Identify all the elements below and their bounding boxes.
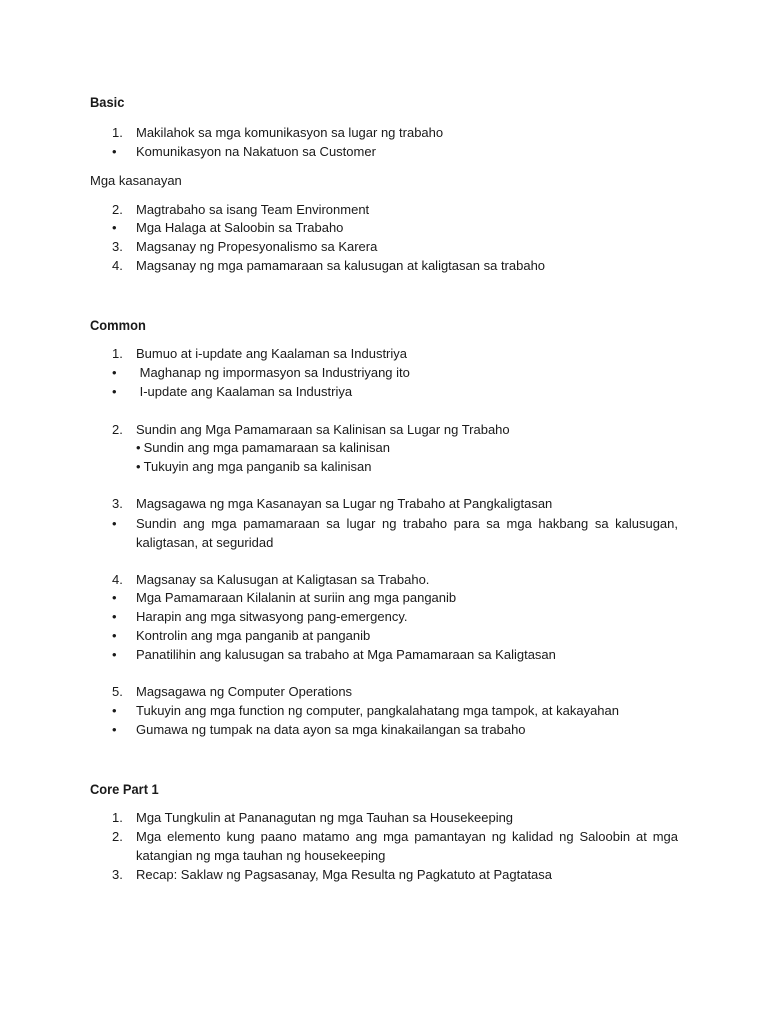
list-marker: •: [112, 590, 117, 605]
list-item-text: Sundin ang mga pamamaraan sa lugar ng trabaho para sa mga hakbang sa kalusugan, kaligtasan, at seguridad: [136, 516, 678, 550]
list-marker: 5.: [112, 684, 123, 699]
subheading-mga-kasanayan: Mga kasanayan: [90, 173, 182, 188]
list-marker: •: [112, 220, 117, 235]
list-item-text: Sundin ang Mga Pamamaraan sa Kalinisan sa Lugar ng Trabaho: [136, 422, 510, 437]
list-item-text: Tukuyin ang mga function ng computer, pangkalahatang mga tampok, at kakayahan: [136, 703, 619, 718]
list-item-text: Magsanay ng Propesyonalismo sa Karera: [136, 239, 378, 254]
sub-bullet: •: [136, 440, 141, 455]
heading-core-part-1: Core Part 1: [90, 781, 159, 797]
list-item-text: Magsagawa ng mga Kasanayan sa Lugar ng Trabaho at Pangkaligtasan: [136, 496, 553, 511]
list-item: [112, 683, 678, 702]
list-marker: 2.: [112, 829, 123, 844]
list-item: [112, 495, 678, 514]
list-marker: •: [112, 628, 117, 643]
list-marker: 2.: [112, 202, 123, 217]
list-item: [112, 589, 678, 608]
list-marker: •: [112, 144, 117, 159]
list-item-text: Mga Tungkulin at Pananagutan ng mga Tauhan sa Housekeeping: [136, 810, 514, 825]
list-item-text: Bumuo at i-update ang Kaalaman sa Industriya: [136, 346, 408, 361]
list-item: [112, 515, 678, 552]
list-item: [112, 238, 678, 257]
list-item: [112, 627, 678, 646]
list-item: [112, 257, 678, 276]
list-item: [112, 809, 678, 828]
list-item: [112, 828, 678, 865]
list-item-text: Recap: Saklaw ng Pagsasanay, Mga Resulta ng Pagkatuto at Pagtatasa: [136, 867, 553, 882]
list-marker: 2.: [112, 422, 123, 437]
heading-basic: Basic: [90, 94, 125, 110]
list-item-text: Mga Pamamaraan Kilalanin at suriin ang mga panganib: [136, 590, 457, 605]
sub-list-item-text: Sundin ang mga pamamaraan sa kalinisan: [143, 440, 390, 455]
list-item-text: I-update ang Kaalaman sa Industriya: [136, 384, 353, 399]
list-marker: •: [112, 365, 117, 380]
list-item: [112, 646, 678, 665]
list-item: [112, 866, 678, 885]
list-item: [112, 702, 678, 721]
list-item: [112, 383, 678, 402]
sub-list-item: [136, 439, 390, 457]
list-item: [112, 143, 678, 162]
list-item-text: Gumawa ng tumpak na data ayon sa mga kinakailangan sa trabaho: [136, 722, 526, 737]
list-item: [112, 364, 678, 383]
list-marker: •: [112, 516, 117, 531]
list-item-text: Mga Halaga at Saloobin sa Trabaho: [136, 220, 344, 235]
list-item: [112, 421, 678, 440]
heading-common: Common: [90, 317, 146, 333]
sub-list-item: [136, 458, 371, 476]
list-item: [112, 721, 678, 740]
list-item-text: Magsanay ng mga pamamaraan sa kalusugan at kaligtasan sa trabaho: [136, 258, 546, 273]
list-marker: •: [112, 609, 117, 624]
list-marker: 3.: [112, 239, 123, 254]
list-item-text: Magsagawa ng Computer Operations: [136, 684, 353, 699]
list-item: [112, 571, 678, 590]
list-marker: 1.: [112, 125, 123, 140]
sub-bullet: •: [136, 459, 141, 474]
list-marker: 3.: [112, 496, 123, 511]
list-item-text: Kontrolin ang mga panganib at panganib: [136, 628, 371, 643]
list-item: [112, 201, 678, 220]
list-item-text: Makilahok sa mga komunikasyon sa lugar ng trabaho: [136, 125, 444, 140]
list-marker: 1.: [112, 346, 123, 361]
list-marker: 1.: [112, 810, 123, 825]
list-item-text: Harapin ang mga sitwasyong pang-emergency.: [136, 609, 408, 624]
sub-list-item-text: Tukuyin ang mga panganib sa kalinisan: [143, 459, 372, 474]
list-marker: 4.: [112, 572, 123, 587]
list-item: [112, 608, 678, 627]
list-marker: •: [112, 703, 117, 718]
list-item-text: Magtrabaho sa isang Team Environment: [136, 202, 370, 217]
list-item: [112, 219, 678, 238]
list-item-text: Mga elemento kung paano matamo ang mga pamantayan ng kalidad ng Saloobin at mga katangian ng mga tauhan ng housekeeping: [136, 829, 678, 863]
list-marker: •: [112, 722, 117, 737]
list-item-text: Komunikasyon na Nakatuon sa Customer: [136, 144, 376, 159]
list-item: [112, 345, 678, 364]
list-marker: 3.: [112, 867, 123, 882]
list-item-text: Magsanay sa Kalusugan at Kaligtasan sa Trabaho.: [136, 572, 430, 587]
list-item-text: Maghanap ng impormasyon sa Industriyang ito: [136, 365, 410, 380]
list-marker: 4.: [112, 258, 123, 273]
list-item-text: Panatilihin ang kalusugan sa trabaho at Mga Pamamaraan sa Kaligtasan: [136, 647, 556, 662]
list-item: [112, 124, 678, 143]
list-marker: •: [112, 384, 117, 399]
list-marker: •: [112, 647, 117, 662]
